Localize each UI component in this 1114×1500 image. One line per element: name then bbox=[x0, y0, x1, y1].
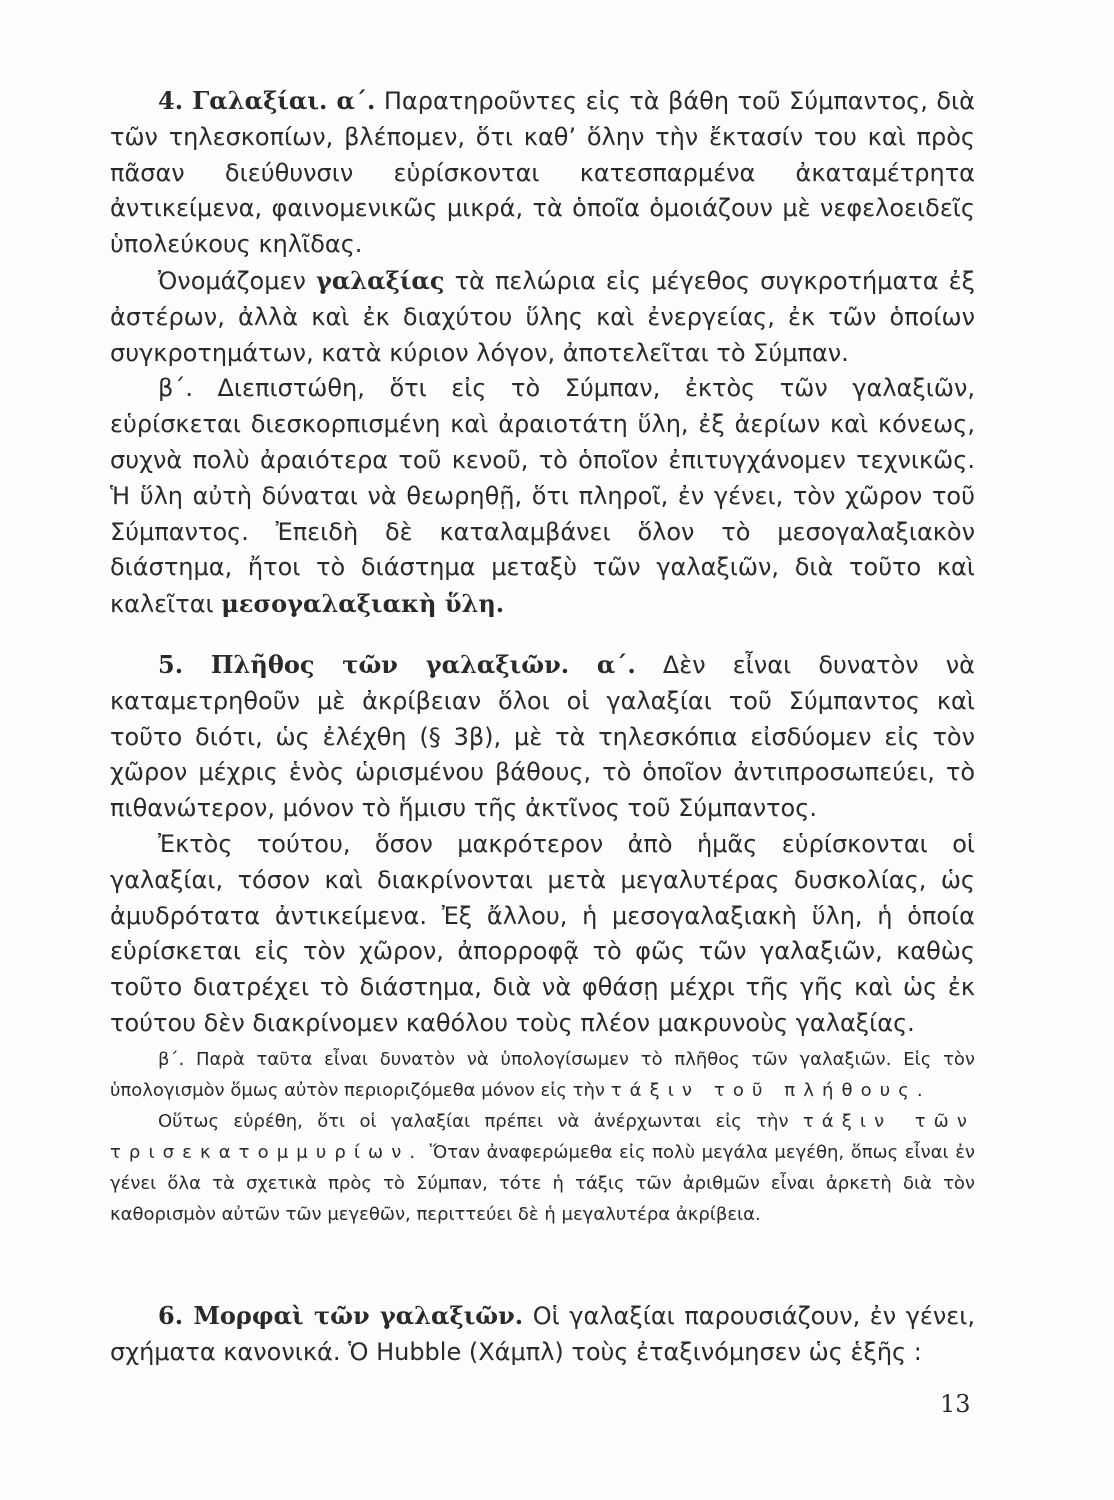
section-5-text-1: Δὲν εἶναι δυνατὸν νὰ καταμετρηθοῦν μὲ ἀκρίβειαν ὅλοι οἱ γαλαξίαι τοῦ Σύμπαντος καὶ τοῦτο διότι, ὡς ἐλέχθη (§ 3β), μὲ τὰ τηλεσκόπια εἰσδύομεν εἰς τὸν χῶρον μέχρις ἑνὸς ὡρισμένου βάθους, τὸ ὁποῖον ἀντιπροσωπεύει, τὸ πιθανώτερον, μόνον τὸ ἥμισυ τῆς ἀκτῖνος τοῦ Σύμπαντος. bbox=[110, 651, 975, 823]
section-5-paragraph-4 bbox=[110, 1106, 975, 1230]
order-of-magnitude-phrase: τάξιν τοῦ πλήθους. bbox=[610, 1079, 931, 1101]
section-4-label-b: β΄. bbox=[158, 374, 193, 403]
trillions-phrase: τάξιν τῶν τρισεκατομμυρίων. bbox=[110, 1110, 975, 1163]
section-4-paragraph-1 bbox=[110, 83, 975, 263]
page-number: 13 bbox=[940, 1390, 971, 1418]
galaxies-term: γαλαξίας bbox=[315, 265, 445, 295]
section-4-text-3: Διεπιστώθη, ὅτι εἰς τὸ Σύμπαν, ἐκτὸς τῶν γαλαξιῶν, εὑρίσκεται διεσκορπισμένη καὶ ἀραιοτάτη ὕλη, ἐξ ἀερίων καὶ κόνεως, συχνὰ πολὺ ἀραιότερα τοῦ κενοῦ, τὸ ὁποῖον ἐπιτυγχάνομεν τεχνικῶς. Ἡ ὕλη αὐτὴ δύναται νὰ θεωρηθῇ, ὅτι πληροῖ, ἐν γένει, τὸν χῶρον τοῦ Σύμπαντος. Ἐπειδὴ δὲ καταλαμβάνει ὅλον τὸ μεσογαλαξιακὸν διάστημα, ἤτοι τὸ διάστημα μεταξὺ τῶν γαλαξιῶν, διὰ τοῦτο καὶ καλεῖται bbox=[110, 374, 975, 619]
section-5-text-4-start: Οὕτως εὑρέθη, ὅτι οἱ γαλαξίαι πρέπει νὰ ἀνέρχωνται εἰς τὴν bbox=[158, 1110, 789, 1132]
section-4-text-2-start: Ὀνομάζομεν bbox=[158, 266, 306, 295]
section-5-paragraph-3 bbox=[110, 1044, 975, 1106]
section-6 bbox=[110, 1298, 975, 1371]
section-6-heading: 6. Μορφαὶ τῶν γαλαξιῶν. bbox=[158, 1301, 524, 1330]
section-5-heading: 5. Πλῆθος τῶν γαλαξιῶν. α΄. bbox=[158, 650, 636, 679]
section-5-text-3: β΄. Παρὰ ταῦτα εἶναι δυνατὸν νὰ ὑπολογίσωμεν τὸ πλῆθος τῶν γαλαξιῶν. Εἰς τὸν ὑπολογισμὸν ὅμως αὐτὸν περιοριζόμεθα μόνον εἰς τὴν bbox=[110, 1048, 975, 1101]
section-4-text-2-rest: τὰ πελώρια εἰς μέγεθος συγκροτήματα ἐξ ἀστέρων, ἀλλὰ καὶ ἐκ διαχύτου ὕλης καὶ ἐνεργείας, ἐκ τῶν ὁποίων συγκροτημάτων, κατὰ κύριον λόγον, ἀποτελεῖται τὸ Σύμπαν. bbox=[110, 266, 975, 367]
section-5-text-4-rest: Ὅταν ἀναφερώμεθα εἰς πολὺ μεγάλα μεγέθη, ὅπως εἶναι ἐν γένει ὅλα τὰ σχετικὰ πρὸς τὸ Σύμπαν, τότε ἡ τάξις τῶν ἀριθμῶν εἶναι ἀρκετὴ διὰ τὸν καθορισμὸν αὐτῶν τῶν μεγεθῶν, περιττεύει δὲ ἡ μεγαλυτέρα ἀκρίβεια. bbox=[110, 1141, 975, 1225]
section-5 bbox=[110, 647, 975, 1230]
section-5-text-2: Ἐκτὸς τούτου, ὅσον μακρότερον ἀπὸ ἡμᾶς εὑρίσκονται οἱ γαλαξίαι, τόσον καὶ διακρίνονται μετὰ μεγαλυτέρας δυσκολίας, ὡς ἀμυδρότατα ἀντικείμενα. Ἐξ ἄλλου, ἡ μεσογαλαξιακὴ ὕλη, ἡ ὁποία εὑρίσκεται εἰς τὸν χῶρον, ἀπορροφᾷ τὸ φῶς τῶν γαλαξιῶν, καθὼς τοῦτο διατρέχει τὸ διάστημα, διὰ νὰ φθάσῃ μέχρι τῆς γῆς καὶ ὡς ἐκ τούτου δὲν διακρίνομεν καθόλου τοὺς πλέον μακρυνοὺς γαλαξίας. bbox=[110, 829, 975, 1037]
section-4-text-1: Παρατηροῦντες εἰς τὰ βάθη τοῦ Σύμπαντος, διὰ τῶν τηλεσκοπίων, βλέπομεν, ὅτι καθ’ ὅλην τὴν ἔκτασίν του καὶ πρὸς πᾶσαν διεύθυνσιν εὑρίσκονται κατεσπαρμένα ἀκαταμέτρητα ἀντικείμενα, φαινομενικῶς μικρά, τὰ ὁποῖα ὁμοιάζουν μὲ νεφελοειδεῖς ὑπολεύκους κηλῖδας. bbox=[110, 87, 975, 259]
section-4 bbox=[110, 83, 975, 623]
section-6-paragraph-1 bbox=[110, 1298, 975, 1371]
intergalactic-matter-term: μεσογαλαξιακὴ ὕλη. bbox=[221, 589, 505, 619]
section-5-paragraph-2 bbox=[110, 827, 975, 1042]
section-5-paragraph-1 bbox=[110, 647, 975, 827]
section-4-paragraph-3 bbox=[110, 371, 975, 623]
section-4-paragraph-2 bbox=[110, 263, 975, 371]
section-6-text-1: Οἱ γαλαξίαι παρουσιάζουν, ἐν γένει, σχήματα κανονικά. Ὁ Hubble (Χάμπλ) τοὺς ἐταξινόμησεν ὡς ἑξῆς : bbox=[110, 1302, 976, 1366]
section-4-heading: 4. Γαλαξίαι. α΄. bbox=[158, 86, 376, 115]
